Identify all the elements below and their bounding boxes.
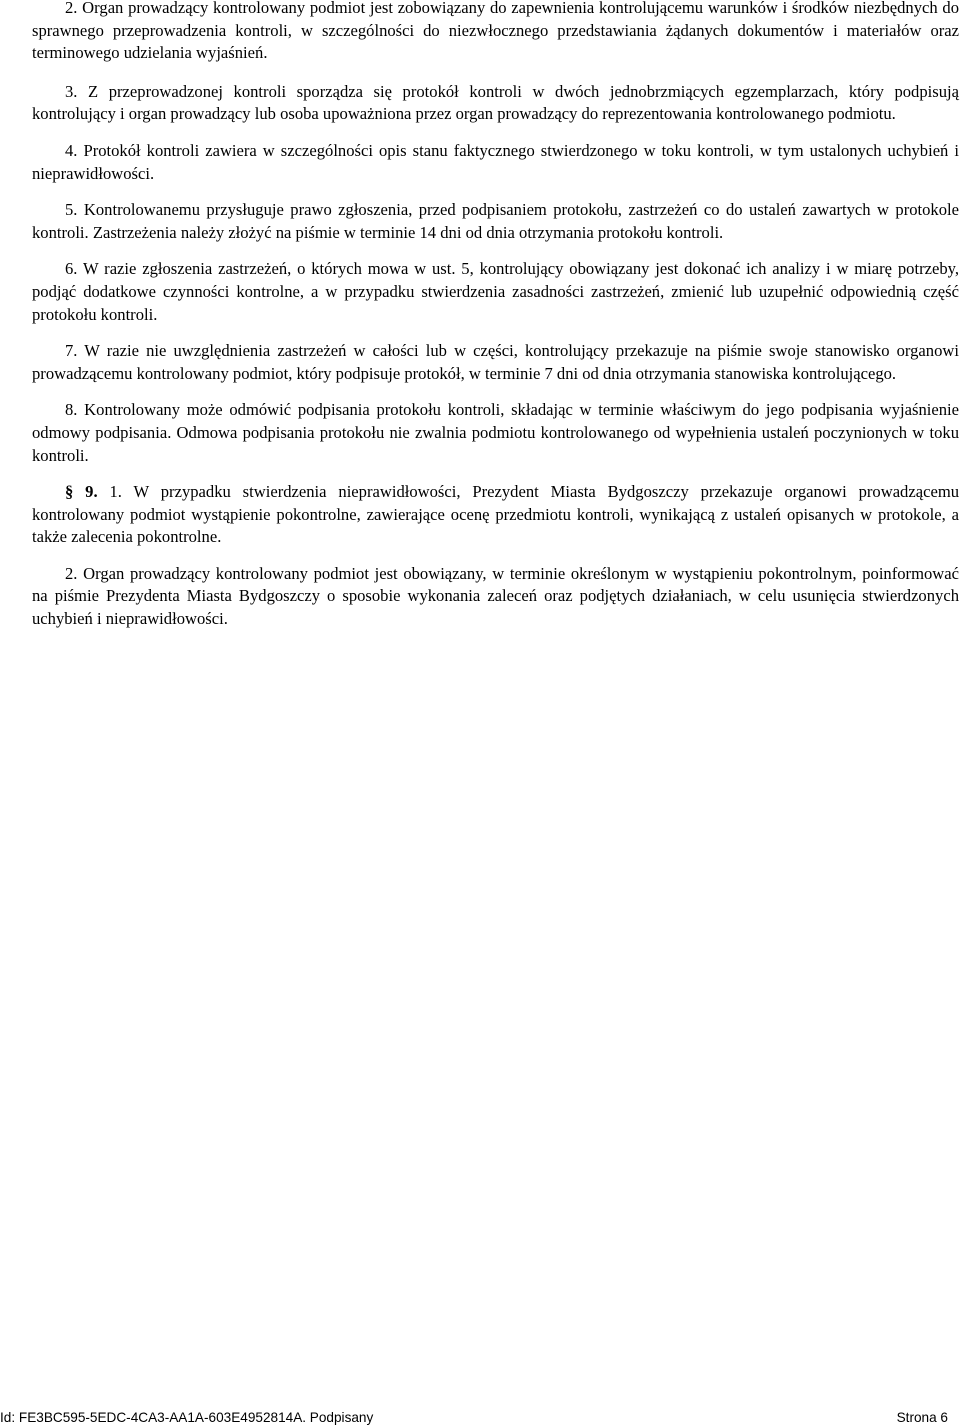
paragraph-8 [32,399,959,467]
paragraph-text: Kontrolowanemu przysługuje prawo zgłoszenia, przed podpisaniem protokołu, zastrzeżeń co do ustaleń zawartych w protokole kontroli. Zastrzeżenia należy złożyć na piśmie w terminie 14 dni od dnia otrzymania protokołu kontroli. [32,200,959,242]
paragraph-text: Organ prowadzący kontrolowany podmiot jest obowiązany, w terminie określonym w wystąpieniu pokontrolnym, poinformować na piśmie Prezydenta Miasta Bydgoszczy o sposobie wykonania zaleceń oraz podjętych działaniach, w celu usunięcia stwierdzonych uchybień i nieprawidłowości. [32,563,959,629]
paragraph-text: Protokół kontroli zawiera w szczególności opis stanu faktycznego stwierdzonego w toku kontroli, w tym ustalonych uchybień i nieprawidłowości. [32,140,959,183]
paragraph-number: 2. [65,0,78,17]
paragraph-6 [32,258,959,326]
paragraph-number: 4. [65,140,78,160]
paragraph-number: 7. [65,341,78,361]
paragraph-number: 1. [97,482,122,502]
paragraph-3 [32,81,959,126]
paragraph-number: 6. [65,259,78,279]
page-number: Strona 6 [896,1410,948,1425]
document-id-text: Id: FE3BC595-5EDC-4CA3-AA1A-603E4952814A. Podpisany [0,1410,374,1425]
paragraph-number: 8. [65,400,78,420]
paragraph-number: 3. [65,81,78,101]
paragraph-text: Kontrolowany może odmówić podpisania protokołu kontroli, składając w terminie właściwym do jego podpisania wyjaśnienie odmowy podpisania. Odmowa podpisania protokołu nie zwalnia podmiotu kontrolowanego od wypełnienia ustaleń poczynionych w toku kontroli. [32,400,959,465]
paragraph-7 [32,340,959,385]
section-9-paragraph-2 [32,563,959,631]
paragraph-number: 5. [65,200,78,220]
paragraph-text: Z przeprowadzonej kontroli sporządza się protokół kontroli w dwóch jednobrzmiących egzemplarzach, który podpisują kontrolujący i organ prowadzący lub osoba upoważniona przez organ prowadzący do reprezentowania kontrolowanego podmiotu. [32,81,959,124]
paragraph-5 [32,199,959,244]
paragraph-text: W razie nie uwzględnienia zastrzeżeń w całości lub w części, kontrolujący przekazuje na piśmie swoje stanowisko organowi prowadzącemu kontrolowany podmiot, który podpisuje protokół, w terminie 7 dni od dnia otrzymania stanowiska kontrolującego. [32,341,959,383]
section-number: § 9. [65,482,98,502]
section-9-paragraph-1 [32,481,959,549]
page-footer [0,1408,960,1428]
paragraph-number: 2. [65,563,78,583]
paragraph-2 [32,0,959,65]
paragraph-text: Organ prowadzący kontrolowany podmiot jest zobowiązany do zapewnienia kontrolującemu warunków i środków niezbędnych do sprawnego przeprowadzenia kontroli, w szczególności do niezwłocznego przedstawiania żądanych dokumentów i materiałów oraz terminowego udzielania wyjaśnień. [32,0,959,63]
paragraph-text: W przypadku stwierdzenia nieprawidłowości, Prezydent Miasta Bydgoszczy przekazuje organowi prowadzącemu kontrolowany podmiot wystąpienie pokontrolne, zawierające ocenę przedmiotu kontroli, wynikającą z ustaleń opisanych w protokole, a także zalecenia pokontrolne. [32,482,960,547]
document-body [32,0,959,645]
paragraph-4 [32,140,959,185]
paragraph-text: W razie zgłoszenia zastrzeżeń, o których mowa w ust. 5, kontrolujący obowiązany jest dokonać ich analizy i w miarę potrzeby, podjąć dodatkowe czynności kontrolne, a w przypadku stwierdzenia zasadności zastrzeżeń, zmienić lub uzupełnić odpowiednią część protokołu kontroli. [32,259,959,324]
